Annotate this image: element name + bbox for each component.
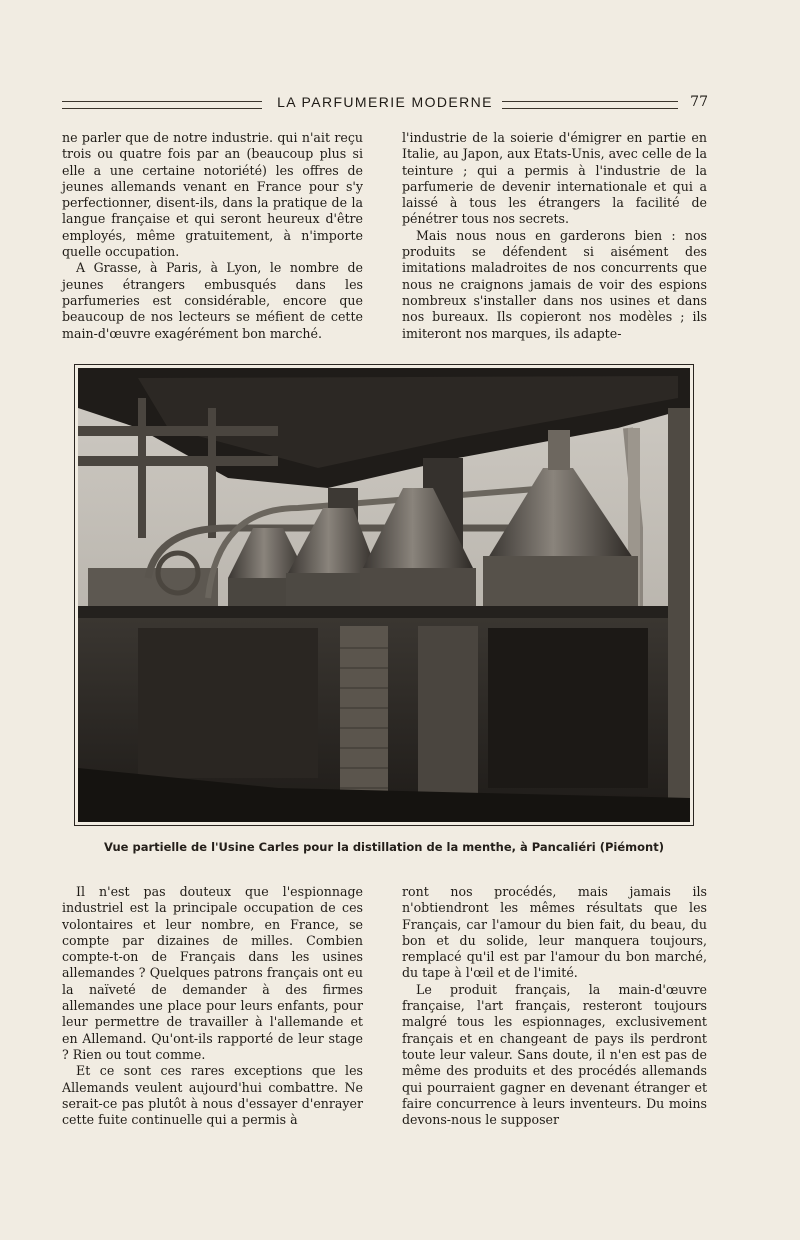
- paragraph: A Grasse, à Paris, à Lyon, le nombre de jeunes étrangers embusqués dans les parfumeries est considérable, encore que beaucoup de nos lecteurs se méfient de cette main-d'œuvre exagérément bon marché.: [62, 260, 363, 341]
- column-top-right: [402, 130, 707, 342]
- paragraph: ront nos procédés, mais jamais ils n'obtiendront les mêmes résultats que les Français, car l'amour du bien fait, du beau, du bon et du solide, leur manquera toujours, remplacé qu'il est par l'amour du bon marché, du tape à l'œil et de l'imité.: [402, 884, 707, 981]
- column-bottom-right: [402, 884, 707, 1128]
- header-rule-right: [502, 101, 678, 109]
- paragraph: l'industrie de la soierie d'émigrer en partie en Italie, au Japon, aux Etats-Unis, avec celle de la teinture ; qui a permis à l'industrie de la parfumerie de devenir internationale et qui a laissé à tous les étrangers la facilité de pénétrer tous nos secrets.: [402, 130, 707, 227]
- distillery-photo-illustration: [78, 368, 690, 822]
- figure-photo-frame: [74, 364, 694, 826]
- paragraph: Mais nous nous en garderons bien : nos produits se défendent si aisément des imitations maladroites de nos concurrents que nous ne craignons jamais de voir des espions nombreux s'installer dans nos usines et dans nos bureaux. Ils copieront nos modèles ; ils imiteront nos marques, ils adapte-: [402, 227, 707, 341]
- column-top-left: [62, 130, 363, 342]
- page-number: 77: [690, 94, 708, 110]
- paragraph: ne parler que de notre industrie. qui n'ait reçu trois ou quatre fois par an (beaucoup plus si elle a une certaine notoriété) les offres de jeunes allemands venant en France pour s'y perfectionner, disent-ils, dans la pratique de la langue française et qui seront heureux d'être employés, même gratuitement, à n'importe quelle occupation.: [62, 130, 363, 260]
- paragraph: Le produit français, la main-d'œuvre française, l'art français, resteront toujours malgré tous les espionnages, exclusivement français et en changeant de pays ils perdront toute leur valeur. Sans doute, il n'en est pas de même des produits et des procédés allemands qui pourraient gagner en devenant étranger et faire concurrence à leurs inventeurs. Du moins devons-nous le supposer: [402, 981, 707, 1128]
- paragraph: Et ce sont ces rares exceptions que les Allemands veulent aujourd'hui combattre. Ne serait-ce pas plutôt à nous d'essayer d'enrayer cette fuite continuelle qui a permis à: [62, 1063, 363, 1128]
- figure-caption: Vue partielle de l'Usine Carles pour la distillation de la menthe, à Pancaliéri (Piémont): [103, 840, 664, 854]
- paragraph: Il n'est pas douteux que l'espionnage industriel est la principale occupation de ces volontaires et leur nombre, en France, se compte par dizaines de milles. Combien compte-t-on de Français dans les usines allemandes ? Quelques patrons français ont eu la naïveté de demander à des firmes allemandes une place pour leurs enfants, pour leur permettre de travailler à l'allemande et en Allemand. Qu'ont-ils rapporté de leur stage ? Rien ou tout comme.: [62, 884, 363, 1062]
- header-rule-left: [62, 101, 262, 109]
- running-header: [62, 94, 708, 116]
- column-bottom-left: [62, 884, 363, 1128]
- distillery-photograph: [78, 368, 690, 822]
- journal-title: LA PARFUMERIE MODERNE: [277, 94, 493, 110]
